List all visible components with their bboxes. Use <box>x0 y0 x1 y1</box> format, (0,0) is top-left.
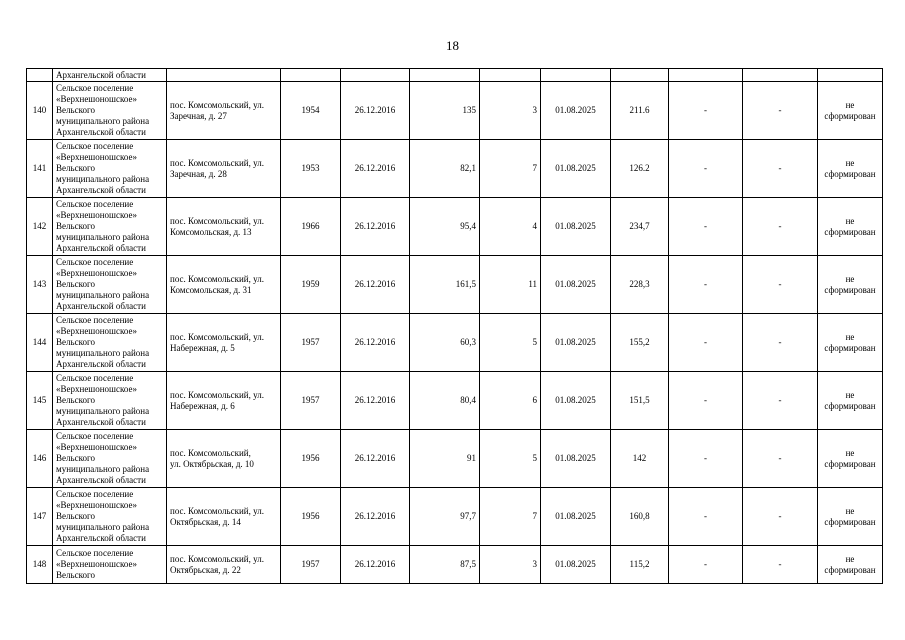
cell-year: 1957 <box>281 314 341 372</box>
cell-status-line: не <box>845 505 855 516</box>
cell-status-line: не <box>845 389 855 400</box>
cell-plan-date: 01.08.2025 <box>541 546 611 584</box>
cell-settlement-line: муниципального района <box>56 174 150 184</box>
page-number: 18 <box>446 38 459 53</box>
cell-num: 142 <box>27 198 53 256</box>
cell-settlement-line: Вельского <box>56 570 95 580</box>
cell-area: 80,4 <box>410 372 480 430</box>
cell-address-line: пос. Комсомольский, ул. <box>170 273 264 284</box>
cell-settlement-line: Сельское поселение <box>56 548 134 558</box>
cell-residents: 5 <box>480 314 541 372</box>
cell-date: 26.12.2016 <box>341 314 410 372</box>
table-row <box>27 488 883 546</box>
cell-settlement-line: Архангельской области <box>56 417 146 427</box>
cell-year: 1956 <box>281 488 341 546</box>
cell-settlement-line: «Верхнешоношское» <box>56 94 137 104</box>
cell-settlement-line: Вельского <box>56 163 95 173</box>
cell-area2: 160,8 <box>611 488 669 546</box>
cell-col-a: - <box>669 82 743 140</box>
cell-settlement-line: Архангельской области <box>56 301 146 311</box>
cell-status <box>818 140 883 198</box>
cell-settlement-line: Вельского <box>56 453 95 463</box>
cell-plan-date <box>541 69 611 82</box>
cell-status-line: сформирован <box>824 342 876 353</box>
cell-num: 144 <box>27 314 53 372</box>
table-row <box>27 546 883 584</box>
cell-residents: 7 <box>480 488 541 546</box>
cell-address-line: пос. Комсомольский, ул. <box>170 389 264 400</box>
cell-address <box>167 198 281 256</box>
cell-num: 141 <box>27 140 53 198</box>
cell-settlement-line: Сельское поселение <box>56 83 134 93</box>
cell-settlement-line: Архангельской области <box>56 243 146 253</box>
cell-status-line: сформирован <box>824 284 876 295</box>
cell-col-b: - <box>743 314 818 372</box>
cell-address-line: ул. Октябрьская, д. 10 <box>170 458 254 469</box>
cell-col-b: - <box>743 372 818 430</box>
cell-settlement-line: Сельское поселение <box>56 431 134 441</box>
cell-status-line: не <box>845 215 855 226</box>
cell-plan-date: 01.08.2025 <box>541 372 611 430</box>
cell-status-line: не <box>845 331 855 342</box>
cell-settlement-line: Сельское поселение <box>56 257 134 267</box>
continuation-row <box>27 69 883 82</box>
cell-residents: 3 <box>480 546 541 584</box>
cell-col-b <box>743 69 818 82</box>
cell-address-line: Октябрьская, д. 22 <box>170 564 241 575</box>
cell-col-a <box>669 69 743 82</box>
cell-settlement-line: муниципального района <box>56 290 150 300</box>
cell-settlement <box>53 430 167 488</box>
cell-year: 1957 <box>281 546 341 584</box>
cell-status-line: сформирован <box>824 458 876 469</box>
cell-area: 97,7 <box>410 488 480 546</box>
cell-date: 26.12.2016 <box>341 140 410 198</box>
cell-num: 140 <box>27 82 53 140</box>
cell-settlement-line: «Верхнешоношское» <box>56 384 137 394</box>
cell-settlement-line: муниципального района <box>56 348 150 358</box>
table-row <box>27 314 883 372</box>
cell-settlement-line: Вельского <box>56 395 95 405</box>
cell-address <box>167 546 281 584</box>
cell-area2: 115,2 <box>611 546 669 584</box>
cell-status <box>818 256 883 314</box>
cell-area2 <box>611 69 669 82</box>
cell-year <box>281 69 341 82</box>
cell-settlement-line: Вельского <box>56 337 95 347</box>
cell-col-a: - <box>669 546 743 584</box>
cell-area2: 151,5 <box>611 372 669 430</box>
cell-address <box>167 314 281 372</box>
cell-address <box>167 430 281 488</box>
cell-year: 1954 <box>281 82 341 140</box>
cell-residents: 6 <box>480 372 541 430</box>
cell-settlement-line: «Верхнешоношское» <box>56 152 137 162</box>
cell-settlement <box>53 198 167 256</box>
cell-date: 26.12.2016 <box>341 546 410 584</box>
cell-address-line: Заречная, д. 27 <box>170 110 227 121</box>
cell-date: 26.12.2016 <box>341 430 410 488</box>
cell-address <box>167 140 281 198</box>
cell-plan-date: 01.08.2025 <box>541 82 611 140</box>
cell-settlement-line: Архангельской области <box>56 185 146 195</box>
cell-col-a: - <box>669 314 743 372</box>
cell-address <box>167 82 281 140</box>
cell-col-b: - <box>743 198 818 256</box>
cell-address-line: Октябрьская, д. 14 <box>170 516 241 527</box>
cell-settlement-line: Вельского <box>56 279 95 289</box>
cell-col-a: - <box>669 256 743 314</box>
cell-col-a: - <box>669 140 743 198</box>
cell-area: 82,1 <box>410 140 480 198</box>
cell-status <box>818 430 883 488</box>
cell-settlement-line: Сельское поселение <box>56 199 134 209</box>
cell-residents: 4 <box>480 198 541 256</box>
cell-plan-date: 01.08.2025 <box>541 488 611 546</box>
cell-area <box>410 69 480 82</box>
cell-num: 145 <box>27 372 53 430</box>
cell-settlement-line: Архангельской области <box>56 533 146 543</box>
cell-settlement-line: муниципального района <box>56 522 150 532</box>
cell-plan-date: 01.08.2025 <box>541 314 611 372</box>
cell-date: 26.12.2016 <box>341 82 410 140</box>
cell-address <box>167 488 281 546</box>
cell-col-a: - <box>669 372 743 430</box>
cell-settlement-line: Сельское поселение <box>56 141 134 151</box>
cell-settlement-line: Вельского <box>56 105 95 115</box>
cell-area: 95,4 <box>410 198 480 256</box>
registry-table <box>26 68 883 584</box>
cell-settlement: Архангельской области <box>53 69 167 82</box>
table-row <box>27 372 883 430</box>
cell-status <box>818 314 883 372</box>
table-row <box>27 430 883 488</box>
cell-address <box>167 69 281 82</box>
cell-area2: 126.2 <box>611 140 669 198</box>
cell-area2: 211.6 <box>611 82 669 140</box>
cell-date: 26.12.2016 <box>341 488 410 546</box>
cell-col-b: - <box>743 256 818 314</box>
cell-plan-date: 01.08.2025 <box>541 256 611 314</box>
table-row <box>27 256 883 314</box>
cell-col-a: - <box>669 430 743 488</box>
cell-address-line: Комсомольская, д. 13 <box>170 226 252 237</box>
cell-settlement-line: Сельское поселение <box>56 489 134 499</box>
cell-residents: 3 <box>480 82 541 140</box>
cell-status-line: сформирован <box>824 516 876 527</box>
cell-settlement-line: «Верхнешоношское» <box>56 326 137 336</box>
cell-year: 1957 <box>281 372 341 430</box>
cell-settlement-line: муниципального района <box>56 406 150 416</box>
cell-settlement-line: Архангельской области <box>56 127 146 137</box>
cell-settlement <box>53 140 167 198</box>
cell-status-line: не <box>845 447 855 458</box>
cell-settlement-line: «Верхнешоношское» <box>56 210 137 220</box>
cell-col-b: - <box>743 488 818 546</box>
cell-settlement-line: муниципального района <box>56 464 150 474</box>
cell-year: 1959 <box>281 256 341 314</box>
table-body <box>27 69 883 584</box>
cell-col-b: - <box>743 546 818 584</box>
cell-address-line: пос. Комсомольский, ул. <box>170 553 264 564</box>
cell-settlement <box>53 372 167 430</box>
cell-date: 26.12.2016 <box>341 372 410 430</box>
cell-plan-date: 01.08.2025 <box>541 140 611 198</box>
cell-status-line: сформирован <box>824 226 876 237</box>
cell-settlement-line: «Верхнешоношское» <box>56 500 137 510</box>
table-row <box>27 82 883 140</box>
cell-settlement-line: Архангельской области <box>56 475 146 485</box>
cell-address <box>167 372 281 430</box>
cell-status-line: не <box>845 273 855 284</box>
cell-address-line: пос. Комсомольский, ул. <box>170 331 264 342</box>
cell-area2: 228,3 <box>611 256 669 314</box>
cell-settlement-line: Вельского <box>56 221 95 231</box>
cell-address-line: Комсомольская, д. 31 <box>170 284 252 295</box>
cell-area: 135 <box>410 82 480 140</box>
cell-status <box>818 198 883 256</box>
cell-address <box>167 256 281 314</box>
cell-status <box>818 546 883 584</box>
cell-area: 91 <box>410 430 480 488</box>
cell-area2: 155,2 <box>611 314 669 372</box>
cell-settlement-line: Вельского <box>56 511 95 521</box>
cell-status-line: сформирован <box>824 168 876 179</box>
cell-settlement <box>53 256 167 314</box>
cell-plan-date: 01.08.2025 <box>541 198 611 256</box>
cell-year: 1966 <box>281 198 341 256</box>
cell-status <box>818 488 883 546</box>
cell-settlement-line: муниципального района <box>56 232 150 242</box>
cell-address-line: пос. Комсомольский, ул. <box>170 99 264 110</box>
cell-residents: 7 <box>480 140 541 198</box>
cell-col-a: - <box>669 198 743 256</box>
cell-date: 26.12.2016 <box>341 198 410 256</box>
cell-status-line: не <box>845 99 855 110</box>
cell-residents <box>480 69 541 82</box>
cell-settlement-line: «Верхнешоношское» <box>56 559 137 569</box>
table-row <box>27 198 883 256</box>
cell-year: 1953 <box>281 140 341 198</box>
cell-plan-date: 01.08.2025 <box>541 430 611 488</box>
cell-num: 147 <box>27 488 53 546</box>
cell-area2: 142 <box>611 430 669 488</box>
cell-settlement <box>53 82 167 140</box>
cell-col-b: - <box>743 140 818 198</box>
cell-settlement-line: муниципального района <box>56 116 150 126</box>
cell-settlement-line: Архангельской области <box>56 359 146 369</box>
cell-status-line: сформирован <box>824 400 876 411</box>
cell-area: 161,5 <box>410 256 480 314</box>
cell-address-line: пос. Комсомольский, ул. <box>170 505 264 516</box>
cell-address-line: пос. Комсомольский, <box>170 447 251 458</box>
cell-col-b: - <box>743 82 818 140</box>
cell-status-line: сформирован <box>824 564 876 575</box>
cell-year: 1956 <box>281 430 341 488</box>
cell-address-line: Набережная, д. 5 <box>170 342 235 353</box>
cell-status <box>818 372 883 430</box>
cell-settlement-line: Сельское поселение <box>56 373 134 383</box>
cell-num: 148 <box>27 546 53 584</box>
cell-status-line: сформирован <box>824 110 876 121</box>
cell-settlement <box>53 546 167 584</box>
cell-residents: 5 <box>480 430 541 488</box>
cell-address-line: пос. Комсомольский, ул. <box>170 157 264 168</box>
cell-date: 26.12.2016 <box>341 256 410 314</box>
cell-num <box>27 69 53 82</box>
cell-residents: 11 <box>480 256 541 314</box>
cell-num: 143 <box>27 256 53 314</box>
cell-address-line: Заречная, д. 28 <box>170 168 227 179</box>
cell-area: 87,5 <box>410 546 480 584</box>
cell-col-b: - <box>743 430 818 488</box>
cell-status <box>818 69 883 82</box>
cell-status-line: не <box>845 553 855 564</box>
cell-address-line: пос. Комсомольский, ул. <box>170 215 264 226</box>
cell-address-line: Набережная, д. 6 <box>170 400 235 411</box>
cell-area2: 234,7 <box>611 198 669 256</box>
cell-settlement <box>53 314 167 372</box>
cell-date <box>341 69 410 82</box>
cell-status-line: не <box>845 157 855 168</box>
cell-settlement-line: «Верхнешоношское» <box>56 268 137 278</box>
cell-status <box>818 82 883 140</box>
cell-area: 60,3 <box>410 314 480 372</box>
cell-num: 146 <box>27 430 53 488</box>
cell-col-a: - <box>669 488 743 546</box>
cell-settlement-line: «Верхнешоношское» <box>56 442 137 452</box>
cell-settlement <box>53 488 167 546</box>
table-row <box>27 140 883 198</box>
cell-settlement-line: Сельское поселение <box>56 315 134 325</box>
